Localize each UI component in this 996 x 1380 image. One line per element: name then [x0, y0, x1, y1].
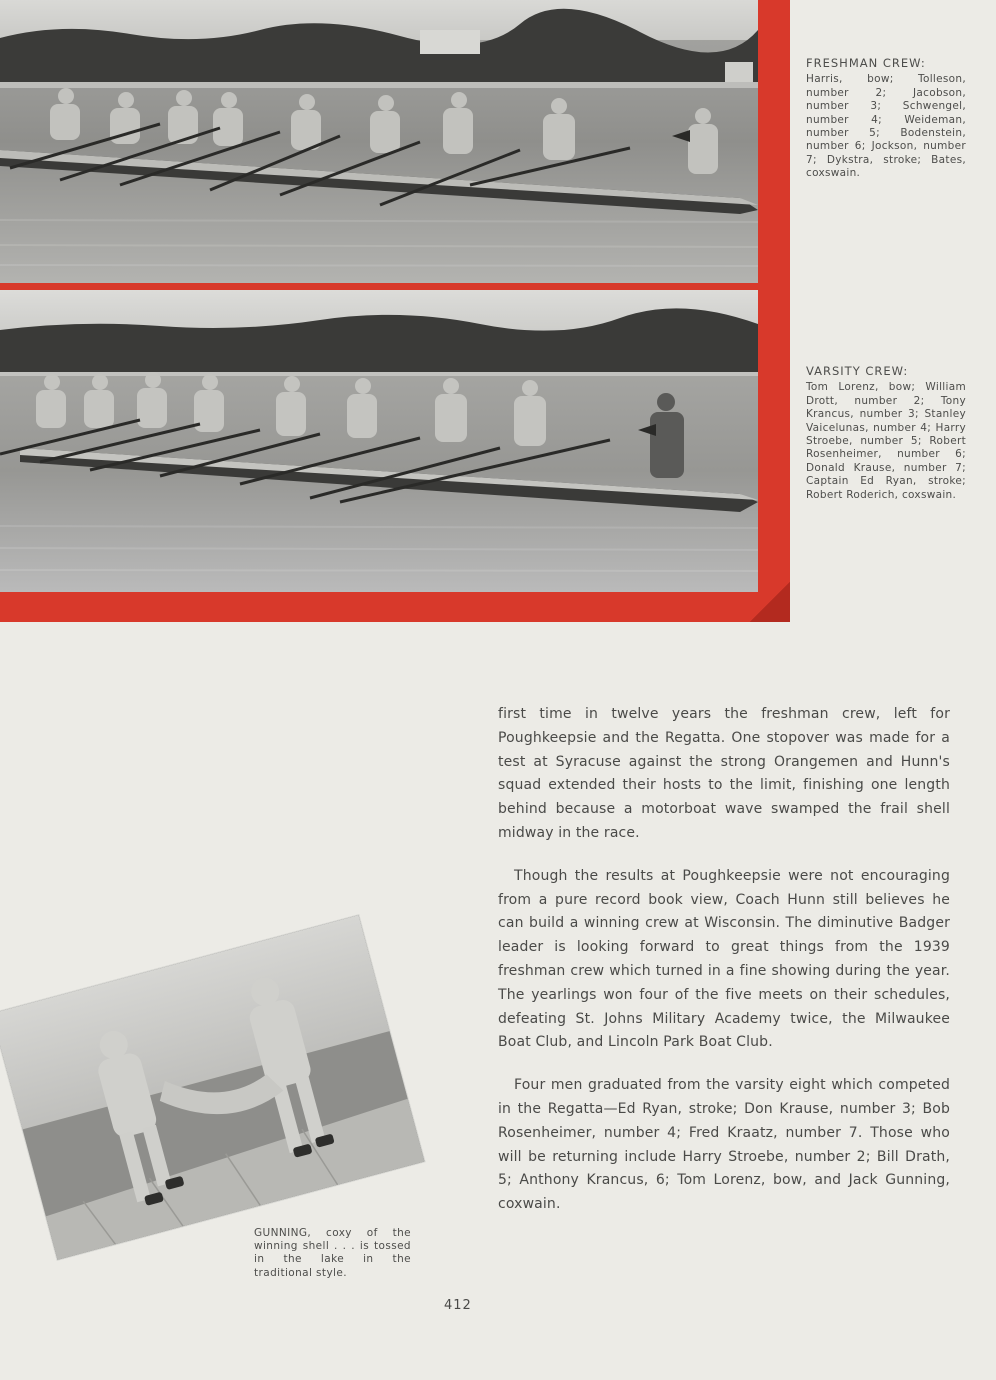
freshman-crew-photo: [0, 0, 758, 283]
body-paragraph-2: Though the results at Poughkeepsie were not encouraging from a pure record book view, Coach Hunn still believes he can build a winning crew at Wisconsin. The diminutive Badger leader is looking forward to great things from the 1939 freshman crew which turned in a fine showing during the year. The yearlings won four of the five meets on their schedules, defeating St. Johns Military Academy twice, the Milwaukee Boat Club, and Lincoln Park Boat Club.: [498, 867, 950, 1051]
gunning-caption: GUNNING, coxy of the winning shell . . . is tossed in the lake in the traditional style.: [254, 1227, 411, 1279]
varsity-crew-caption: [806, 365, 966, 502]
article-body: [498, 703, 950, 1236]
varsity-crew-heading: VARSITY CREW:: [806, 364, 909, 378]
freshman-crew-caption: [806, 57, 966, 181]
gunning-toss-photo: [0, 915, 425, 1260]
body-paragraph-3: Four men graduated from the varsity eight which competed in the Regatta—Ed Ryan, stroke; Don Krause, number 3; Bob Rosenheimer, number 4; Fred Kraatz, number 7. Those who will be returning include Harry Stroebe, number 2; Bill Drath, 5; Anthony Krancus, 6; Tom Lorenz, bow, and Jack Gunning, coxwain.: [498, 1077, 950, 1213]
freshman-crew-names: Harris, bow; Tolleson, number 2; Jacobson, number 3; Schwengel, number 4; Weideman, number 5; Bodenstein, number 6; Jockson, number 7; Dykstra, stroke; Bates, coxswain.: [806, 73, 966, 180]
varsity-crew-names: Tom Lorenz, bow; William Drott, number 2; Tony Krancus, number 3; Stanley Vaicelunas, number 4; Harry Stroebe, number 5; Robert Rosenheimer, number 6; Donald Krause, number 7; Captain Ed Ryan, stroke; Robert Roderich, coxswain.: [806, 381, 966, 501]
freshman-crew-heading: FRESHMAN CREW:: [806, 56, 926, 70]
page-number: 412: [444, 1298, 472, 1313]
varsity-crew-photo: [0, 290, 758, 592]
body-paragraph-1: first time in twelve years the freshman crew, left for Poughkeepsie and the Regatta. One stopover was made for a test at Syracuse against the strong Orangemen and Hunn's squad extended their hosts to the limit, finishing one length behind because a motorboat wave swamped the frail shell midway in the race.: [498, 706, 950, 841]
